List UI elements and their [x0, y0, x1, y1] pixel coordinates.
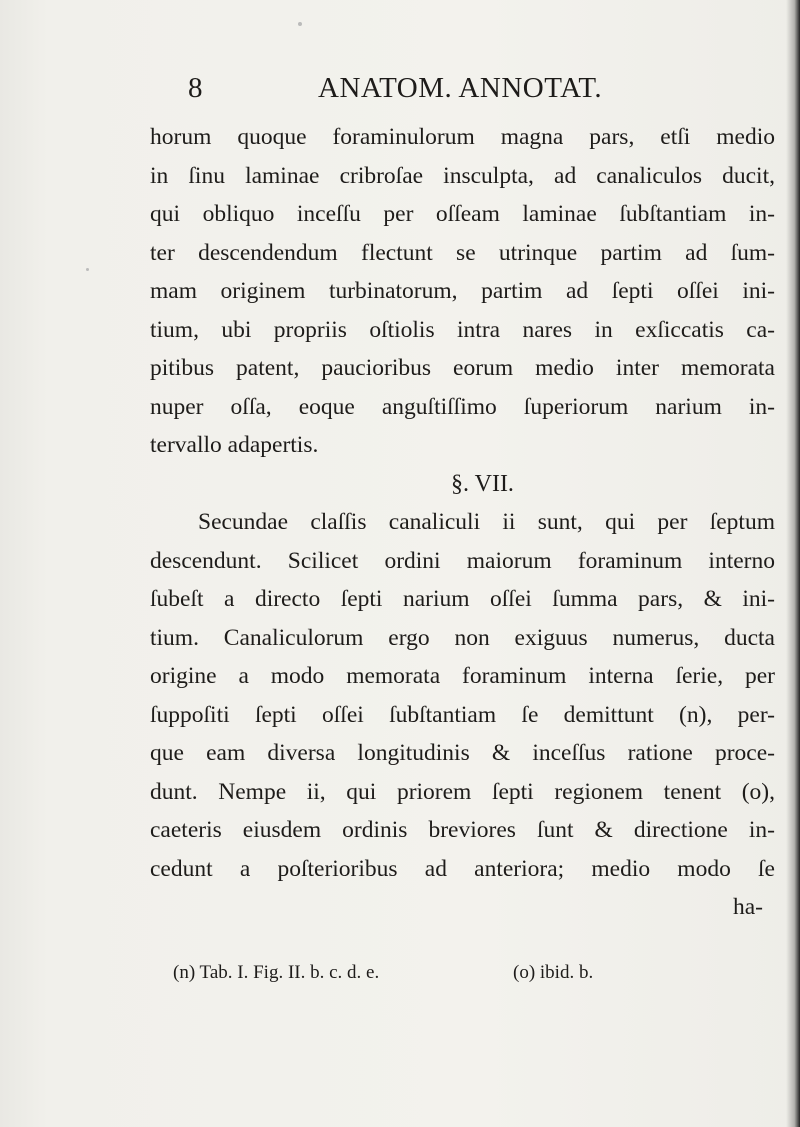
text-line: Secundae claſſis canaliculi ii sunt, qui per ſeptum	[198, 509, 775, 535]
footnote-n: (n) Tab. I. Fig. II. b. c. d. e.	[173, 962, 380, 983]
text-line: in ſinu laminae cribroſae insculpta, ad canaliculos ducit,	[150, 162, 775, 189]
text-line: origine a modo memorata foraminum interna ſerie, per	[150, 663, 775, 689]
running-header	[0, 70, 800, 110]
text-line: horum quoque foraminulorum magna pars, etſi medio	[150, 124, 775, 150]
text-line: ſubeſt a directo ſepti narium oſſei ſumma pars, & ini-	[150, 586, 775, 612]
text-line: qui obliquo inceſſu per oſſeam laminae ſubſtantiam in-	[150, 201, 775, 227]
text-line: caeteris eiusdem ordinis breviores ſunt & directione in-	[150, 817, 775, 843]
paper-speck	[298, 22, 302, 26]
paper-speck	[86, 268, 89, 271]
text-line: cedunt a poſterioribus ad anteriora; medio modo ſe	[150, 855, 775, 882]
catchword: ha-	[732, 894, 763, 920]
text-line: tervallo adapertis.	[150, 432, 319, 458]
text-line: descendunt. Scilicet ordini maiorum foraminum interno	[150, 547, 775, 574]
text-line: tium, ubi propriis oſtiolis intra nares in exſiccatis ca-	[150, 316, 775, 343]
running-title: ANATOM. ANNOTAT.	[318, 72, 603, 104]
text-line: tium. Canaliculorum ergo non exiguus numerus, ducta	[150, 624, 775, 651]
page-edge-shadow	[786, 0, 800, 1127]
text-line: pitibus patent, paucioribus eorum medio inter memorata	[150, 355, 775, 381]
page-number: 8	[188, 72, 203, 104]
text-line: ter descendendum flectunt se utrinque partim ad ſum-	[150, 239, 775, 266]
footnote-o: (o) ibid. b.	[513, 962, 594, 983]
text-line: dunt. Nempe ii, qui priorem ſepti regionem tenent (o),	[150, 778, 775, 805]
text-line: ſuppoſiti ſepti oſſei ſubſtantiam ſe demittunt (n), per-	[150, 701, 775, 728]
section-heading: §. VII.	[451, 470, 514, 497]
text-line: mam originem turbinatorum, partim ad ſepti oſſei ini-	[150, 278, 775, 304]
body-text	[150, 118, 775, 927]
text-line: nuper oſſa, eoque anguſtiſſimo ſuperiorum narium in-	[150, 393, 775, 420]
text-line: que eam diversa longitudinis & inceſſus ratione proce-	[150, 740, 775, 766]
